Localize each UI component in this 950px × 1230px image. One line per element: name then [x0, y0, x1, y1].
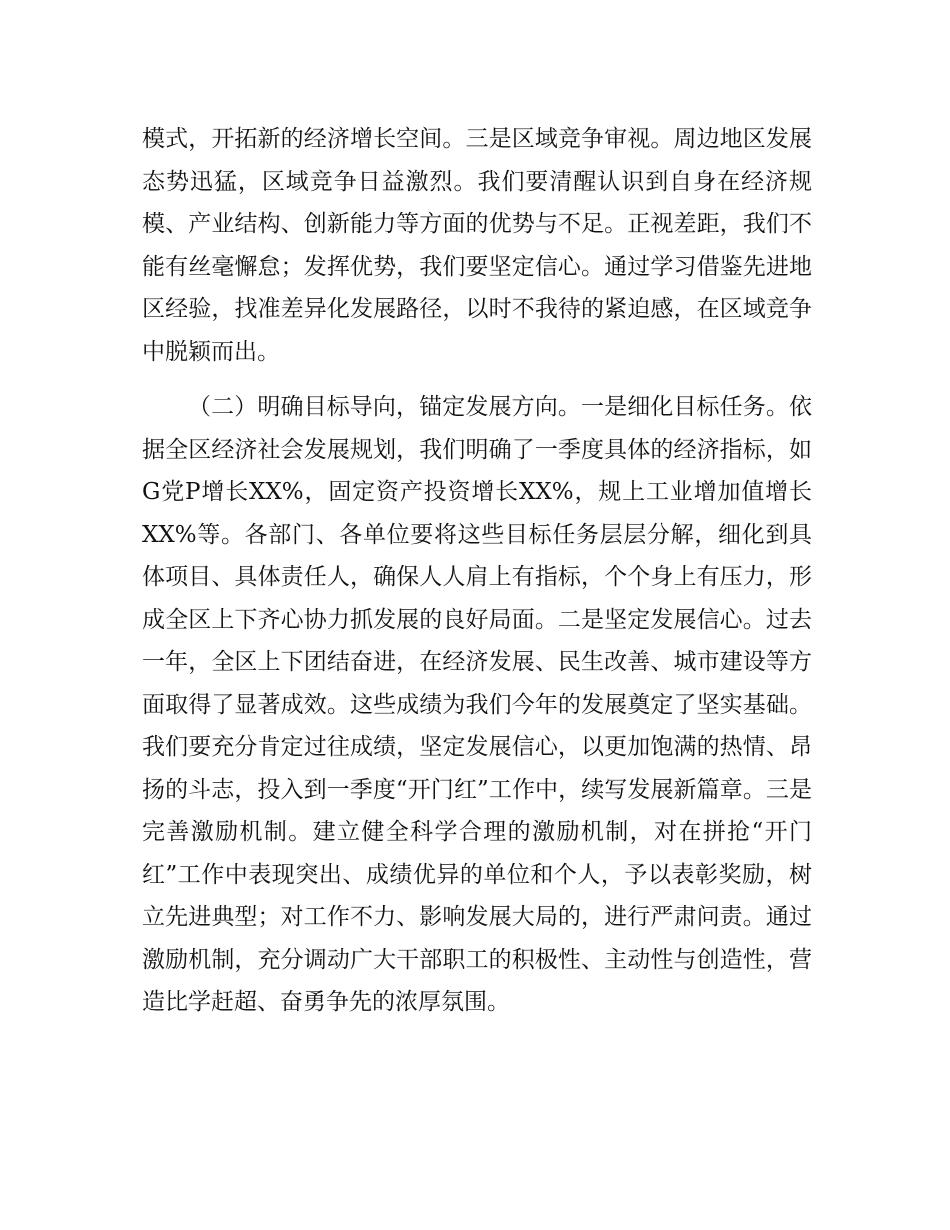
paragraph-regional-competition: 模式，开拓新的经济增长空间。三是区域竞争审视。周边地区发展态势迅猛，区域竞争日益激烈。我们要清醒认识到自身在经济规模、产业结构、创新能力等方面的优势与不足。正视差距，我们不能有丝毫懈怠；发挥优势，我们要坚定信心。通过学习借鉴先进地区经验，找准差异化发展路径，以时不我待的紧迫感，在区域竞争中脱颖而出。 [142, 126, 812, 365]
paragraph-goal-orientation: （二）明确目标导向，锚定发展方向。一是细化目标任务。依据全区经济社会发展规划，我们明确了一季度具体的经济指标，如G党P增长XX%，固定资产投资增长XX%，规上工业增加值增长XX%等。各部门、各单位要将这些目标任务层层分解，细化到具体项目、具体责任人，确保人人肩上有指标，个个身上有压力，形成全区上下齐心协力抓发展的良好局面。二是坚定发展信心。过去一年，全区上下团结奋进，在经济发展、民生改善、城市建设等方面取得了显著成效。这些成绩为我们今年的发展奠定了坚实基础。我们要充分肯定过往成绩，坚定发展信心，以更加饱满的热情、昂扬的斗志，投入到一季度“开门红”工作中，续写发展新篇章。三是完善激励机制。建立健全科学合理的激励机制，对在拼抢“开门红”工作中表现突出、成绩优异的单位和个人，予以表彰奖励，树立先进典型；对工作不力、影响发展大局的，进行严肃问责。通过激励机制，充分调动广大干部职工的积极性、主动性与创造性，营造比学赶超、奋勇争先的浓厚氛围。 [142, 394, 812, 1015]
